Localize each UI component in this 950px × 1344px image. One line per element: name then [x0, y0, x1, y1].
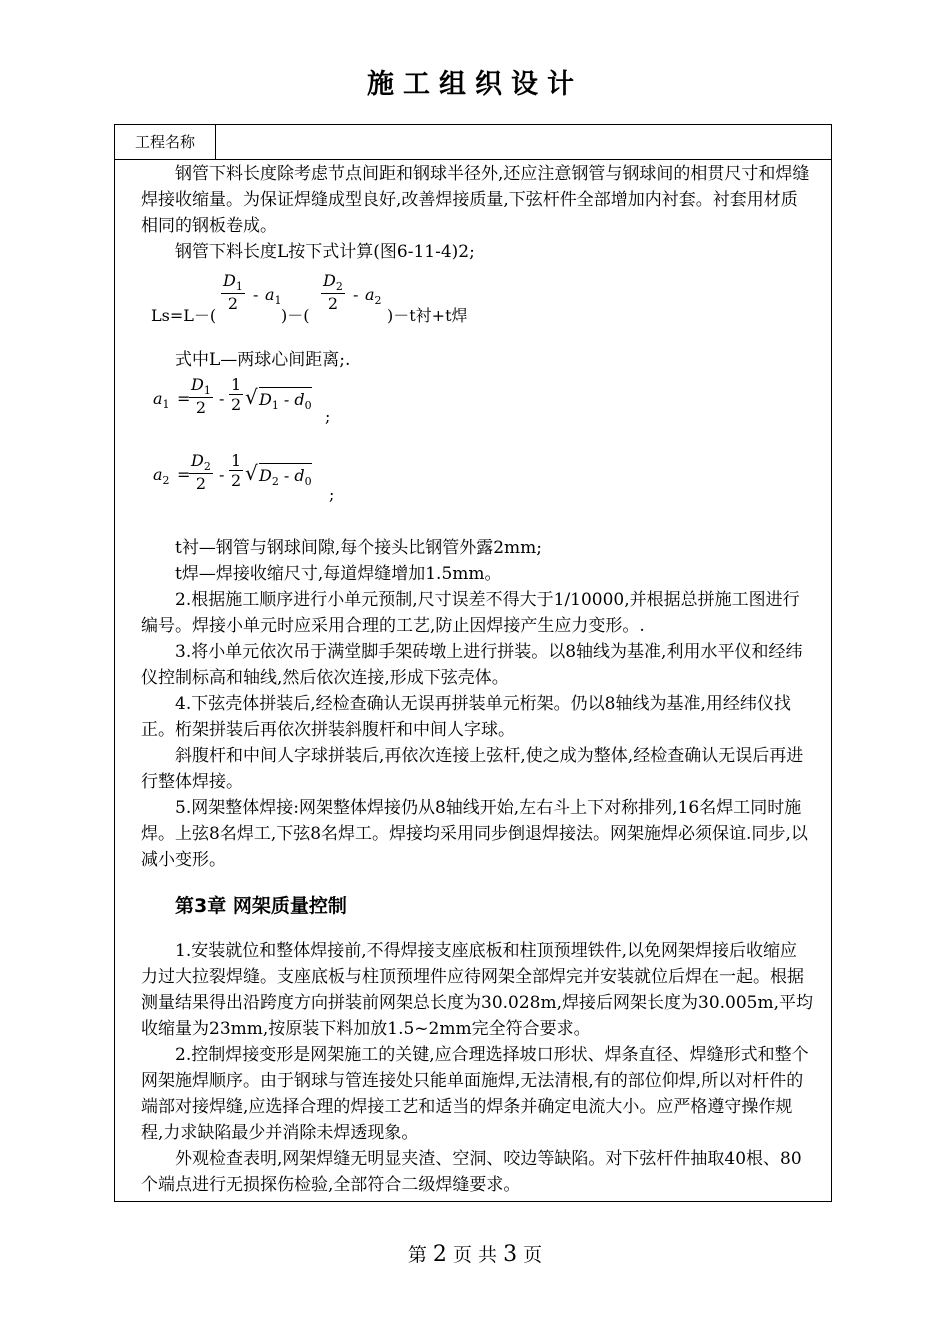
- formula-ls: Ls=L－( $\frac{D_1}{2}$ - $a_1$ )－( $\frac{D_2}{2}$ - $a_2$ )－t衬+t焊: [151, 271, 468, 325]
- page-footer: 第 2 页 共 3 页: [407, 1242, 543, 1267]
- formula-a1-def: $a_1$ = $\frac{D_1}{2}$ - $\frac{1}{2}$ √ $D_1 - d_0$ ;: [153, 375, 331, 426]
- page-title: 施工组织设计: [367, 69, 583, 100]
- formula-a1: $a_1$: [265, 285, 282, 308]
- paragraph: 式中L—两球心间距离;.: [175, 350, 351, 370]
- paragraph: t焊—焊接收缩尺寸,每道焊缝增加1.5mm。: [175, 564, 502, 584]
- fraction-d1-over-2: $\frac{D_1}{2}$: [223, 271, 243, 314]
- paragraph: 钢管下料长度L按下式计算(图6-11-4)2;: [175, 242, 475, 262]
- document-table: [114, 124, 832, 1202]
- current-page: 2: [432, 1242, 447, 1267]
- paragraph: 2.根据施工顺序进行小单元预制,尺寸误差不得大于1/10000,并根据总拼施工图进行编号。焊接小单元时应采用合理的工艺,防止因焊接产生应力变形。.: [141, 590, 800, 636]
- paragraph: 5.网架整体焊接:网架整体焊接仍从8轴线开始,左右斗上下对称排列,16名焊工同时施焊。上弦8名焊工,下弦8名焊工。焊接均采用同步倒退焊接法。网架施焊必须保谊.同步,以减小变形。: [141, 798, 808, 870]
- sqrt-sign: √: [245, 461, 258, 485]
- formula-prefix: Ls=L－(: [151, 306, 217, 325]
- paragraph: 1.安装就位和整体焊接前,不得焊接支座底板和柱顶预埋铁件,以免网架焊接后收缩应力过大拉裂焊缝。支座底板与柱顶预埋件应待网架全部焊完并安装就位后焊在一起。根据测量结果得出沿跨度方向拼装前网架总长度为30.028m,焊接后网架长度为30.005m,平均收缩量为23mm,按原装下料加放1.5~2mm完全符合要求。: [141, 941, 814, 1039]
- formula-a2-def: $a_2$ = $\frac{D_2}{2}$ - $\frac{1}{2}$ √ $D_2 - d_0$ ;: [153, 451, 335, 504]
- sqrt-sign: √: [245, 385, 258, 409]
- paragraph: 2.控制焊接变形是网架施工的关键,应合理选择坡口形状、焊条直径、焊缝形式和整个网架施焊顺序。由于钢球与管连接处只能单面施焊,无法清根,有的部位仰焊,所以对杆件的端部对接焊缝,应选择合理的焊接工艺和适当的焊条并确定电流大小。应严格遵守操作规程,力求缺陷最少并消除未焊透现象。: [141, 1045, 809, 1143]
- paragraph: 外观检查表明,网架焊缝无明显夹渣、空洞、咬边等缺陷。对下弦杆件抽取40根、80个端点进行无损探伤检验,全部符合二级焊缝要求。: [141, 1149, 802, 1195]
- total-pages: 3: [503, 1242, 518, 1267]
- paragraph: 4.下弦壳体拼装后,经检查确认无误再拼装单元桁架。仍以8轴线为基准,用经纬仪找正。桁架拼装后再依次拼装斜腹杆和中间人字球。: [141, 694, 791, 740]
- project-name-label: 工程名称: [115, 125, 216, 159]
- content-body: [141, 161, 813, 1198]
- chapter-heading: 第3章 网架质量控制: [175, 895, 347, 917]
- fraction-d2-over-2: $\frac{D_2}{2}$: [323, 271, 343, 314]
- paragraph: 斜腹杆和中间人字球拼装后,再依次连接上弦杆,使之成为整体,经检查确认无误后再进行整体焊接。: [141, 746, 804, 792]
- formula-mid: )－(: [281, 306, 310, 325]
- paragraph: t衬—钢管与钢球间隙,每个接头比钢管外露2mm;: [175, 538, 543, 558]
- paragraph: 3.将小单元依次吊于满堂脚手架砖墩上进行拼装。以8轴线为基准,利用水平仪和经纬仪控制标高和轴线,然后依次连接,形成下弦壳体。: [141, 642, 803, 688]
- formula-a2: $a_2$: [365, 285, 382, 308]
- paragraph: 钢管下料长度除考虑节点间距和钢球半径外,还应注意钢管与钢球间的相贯尺寸和焊缝焊接收缩量。为保证焊缝成型良好,改善焊接质量,下弦杆件全部增加内衬套。衬套用材质相同的钢板卷成。: [141, 164, 810, 236]
- project-name-row: [115, 125, 831, 160]
- formula-suffix: )－t衬+t焊: [387, 306, 468, 325]
